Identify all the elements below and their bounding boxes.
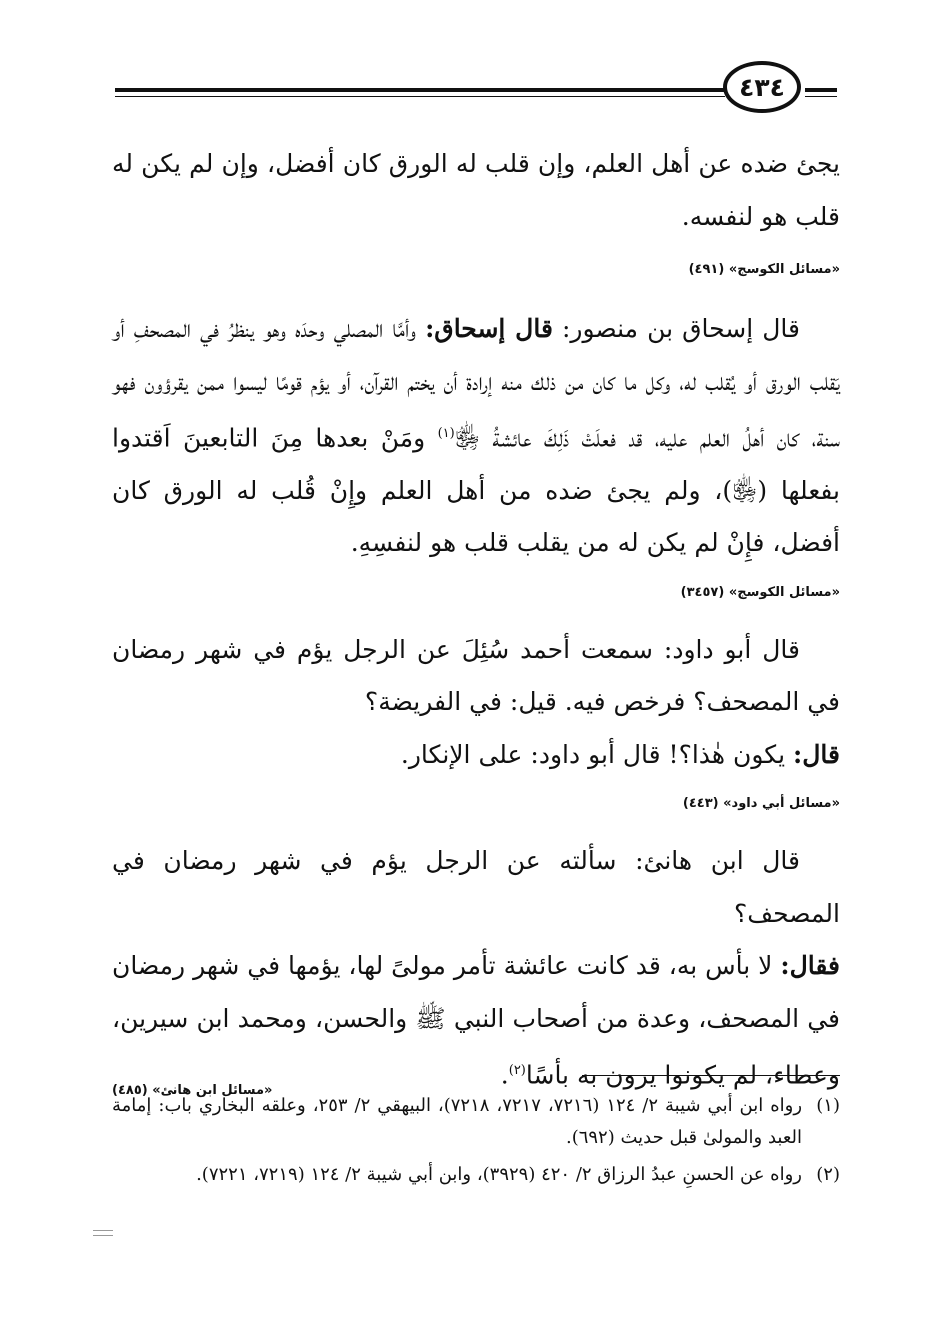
margin-mark xyxy=(93,1230,113,1240)
footnote-separator xyxy=(582,1075,840,1076)
paragraph-1: يجئ ضده عن أهل العلم، وإن قلب له الورق كان أفضل، وإن لم يكن له قلب هو لنفسه. xyxy=(112,149,840,231)
footnote-1 xyxy=(112,1090,840,1154)
footnote-marker-2: (٢) xyxy=(508,1063,526,1079)
paragraph-4-text-a: قال ابن هانئ: سألته عن الرجل يؤم في شهر رمضان في المصحف؟ xyxy=(112,846,840,928)
header-rule-thick xyxy=(115,88,725,92)
keyword-qala: قال: xyxy=(793,739,840,769)
source-reference-3: «مسائل أبي داود» (٤٤٣) xyxy=(682,796,840,812)
header-rule-right-thin xyxy=(805,96,837,97)
footnote-number: (٢) xyxy=(816,1164,840,1185)
paragraph-2-text-a: وأمَّا المصلي وحدَه وهو ينظرُ في المصحفِ أو يَقلب الورق أو يُقلب له، وكل ما كان من ذلك منه إرادة أن يختم القرآن، أو يؤم قومًا ليسوا ممن يقرؤون فهو سنة، كان أهلُ العلم عليه، قد فعلَتْ ذَلِكَ عائشةُ ﵂ xyxy=(112,314,840,453)
paragraph-3 xyxy=(112,624,840,782)
paragraph-2 xyxy=(112,303,840,570)
header-rule-thin xyxy=(115,96,725,97)
paragraph-2-text-b: ومَنْ بعدها مِنَ التابعينَ اَقتدوا بفعلها (﵂)، ولم يجئ ضده من أهل العلم وإِنْ قُلب له الورق كان أفضل، فإِنْ لم يكن له من يقلب قلب هو لنفسِهِ. xyxy=(112,423,840,558)
page-number: ٤٣٤ xyxy=(723,61,801,113)
footnote-2 xyxy=(112,1159,840,1191)
paragraph-4 xyxy=(112,835,840,1102)
main-text xyxy=(112,138,840,1118)
footnotes xyxy=(112,1090,840,1196)
paragraph-4-text-c: . xyxy=(500,1060,509,1090)
keyword-qala-ishaq: قال إسحاق: xyxy=(425,314,553,343)
paragraph-2-prefix: قال إسحاق بن منصور: xyxy=(552,314,800,343)
source-reference-1: «مسائل الكوسج» (٤٩١) xyxy=(688,262,840,277)
footnote-text: رواه عن الحسنِ عبدُ الرزاق ٢/ ٤٢٠ (٣٩٢٩)، وابن أبي شيبة ٢/ ١٢٤ (٧٢١٩، ٧٢٢١). xyxy=(196,1164,802,1185)
paragraph-3-text-b: يكون هٰذا؟! قال أبو داود: على الإنكار. xyxy=(400,739,794,769)
source-reference-2: «مسائل الكوسج» (٣٤٥٧) xyxy=(680,584,840,600)
keyword-faqala: فقال: xyxy=(780,951,840,981)
footnote-text: رواه ابن أبي شيبة ٢/ ١٢٤ (٧٢١٦، ٧٢١٧، ٧٢١٨)، البيهقي ٢/ ٢٥٣، وعلقه البخاري باب: إمامة العبد والمولىٰ قبل حديث (٦٩٢). xyxy=(112,1095,803,1148)
footnote-number: (١) xyxy=(816,1095,840,1116)
source-reference-4: «مسائل ابن هانئ» (٤٨٥) xyxy=(112,1083,273,1099)
footnote-marker-1: (١) xyxy=(437,426,455,441)
paragraph-4-text-b: لا بأس به، قد كانت عائشة تأمر مولىً لها، يؤمها في شهر رمضان في المصحف، وعدة من أصحاب النبي ﷺ والحسن، ومحمد ابن سيرين، وعطاء، لم يكونوا يرون به بأسًا xyxy=(112,951,840,1090)
header-rule-right-thick xyxy=(805,88,837,92)
paragraph-3-text-a: قال أبو داود: سمعت أحمد سُئِلَ عن الرجل يؤم في شهر رمضان في المصحف؟ فرخص فيه. قيل: في الفريضة؟ xyxy=(112,634,840,717)
page-header xyxy=(115,58,840,118)
